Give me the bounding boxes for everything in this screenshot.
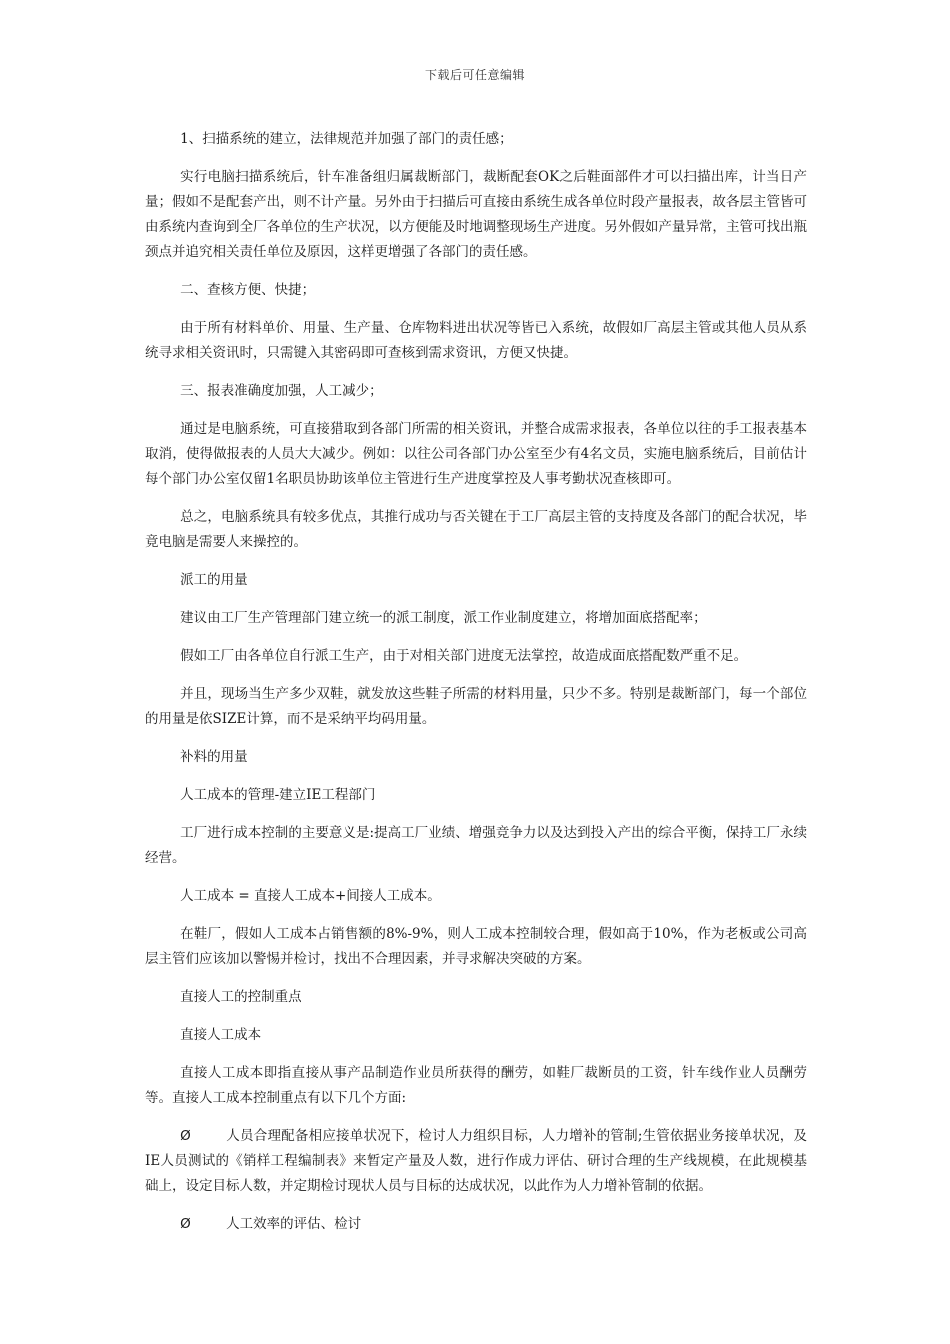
document-body xyxy=(145,127,807,1250)
paragraph-1: 1、扫描系统的建立，法律规范并加强了部门的责任感； xyxy=(180,131,513,147)
paragraph-8: 派工的用量 xyxy=(180,572,248,588)
paragraph-7: 总之，电脑系统具有较多优点，其推行成功与否关键在于工厂高层主管的支持度及各部门的配合状况，毕竟电脑是需要人来操控的。 xyxy=(145,509,807,550)
paragraph-15: 人工成本 = 直接人工成本+间接人工成本。 xyxy=(180,888,441,904)
paragraph-2: 实行电脑扫描系统后，针车准备组归属裁断部门，裁断配套OK之后鞋面部件才可以扫描出库，计当日产量；假如不是配套产出，则不计产量。另外由于扫描后可直接由系统生成各单位时段产量报表，故各层主管皆可由系统内查询到全厂各单位的生产状况，以方便能及时地调整现场生产进度。另外假如产量异常，主管可找出瓶颈点并追究相关责任单位及原因，这样更增强了各部门的责任感。 xyxy=(145,169,807,260)
paragraph-14: 工厂进行成本控制的主要意义是:提高工厂业绩、增强竞争力以及达到投入产出的综合平衡，保持工厂永续经营。 xyxy=(145,825,807,866)
paragraph-5: 三、报表准确度加强，人工减少； xyxy=(180,383,383,399)
paragraph-4: 由于所有材料单价、用量、生产量、仓库物料进出状况等皆已入系统，故假如厂高层主管或其他人员从系统寻求相关资讯时，只需键入其密码即可查核到需求资讯，方便又快捷。 xyxy=(145,320,807,361)
paragraph-12: 补料的用量 xyxy=(180,749,248,765)
bullet-marker: Ø xyxy=(180,1216,191,1232)
paragraph-16: 在鞋厂，假如人工成本占销售额的8%-9%，则人工成本控制较合理，假如高于10%，作为老板或公司高层主管们应该加以警惕并检讨，找出不合理因素，并寻求解决突破的方案。 xyxy=(145,926,807,967)
bullet-item-1 xyxy=(145,1124,807,1199)
paragraph-17: 直接人工的控制重点 xyxy=(180,989,302,1005)
bullet-text: 人工效率的评估、检讨 xyxy=(226,1216,362,1232)
page-header: 下载后可任意编辑 xyxy=(424,68,525,82)
paragraph-10: 假如工厂由各单位自行派工生产，由于对相关部门进度无法掌控，故造成面底搭配数严重不足。 xyxy=(180,648,748,664)
paragraph-13: 人工成本的管理-建立IE工程部门 xyxy=(180,787,376,803)
paragraph-3: 二、查核方便、快捷； xyxy=(180,282,316,298)
bullet-item-2 xyxy=(145,1212,807,1237)
bullet-marker: Ø xyxy=(180,1128,191,1144)
paragraph-9: 建议由工厂生产管理部门建立统一的派工制度，派工作业制度建立，将增加面底搭配率； xyxy=(180,610,707,626)
bullet-text: 人员合理配备相应接单状况下，检讨人力组织目标，人力增补的管制;生管依据业务接单状况，及IE人员测试的《销样工程编制表》来暂定产量及人数，进行作成力评估、研讨合理的生产线规模，在此规模基础上，设定目标人数，并定期检讨现状人员与目标的达成状况，以此作为人力增补管制的依据。 xyxy=(145,1128,807,1194)
paragraph-6: 通过是电脑系统，可直接猎取到各部门所需的相关资讯，并整合成需求报表，各单位以往的手工报表基本取消，使得做报表的人员大大减少。例如：以往公司各部门办公室至少有4名文员，实施电脑系统后，目前估计每个部门办公室仅留1名职员协助该单位主管进行生产进度掌控及人事考勤状况查核即可。 xyxy=(145,421,807,487)
paragraph-11: 并且，现场当生产多少双鞋，就发放这些鞋子所需的材料用量，只少不多。特别是裁断部门，每一个部位的用量是依SIZE计算，而不是采纳平均码用量。 xyxy=(145,686,807,727)
paragraph-18: 直接人工成本 xyxy=(180,1027,262,1043)
paragraph-19: 直接人工成本即指直接从事产品制造作业员所获得的酬劳，如鞋厂裁断员的工资，针车线作业人员酬劳等。直接人工成本控制重点有以下几个方面: xyxy=(145,1065,807,1106)
